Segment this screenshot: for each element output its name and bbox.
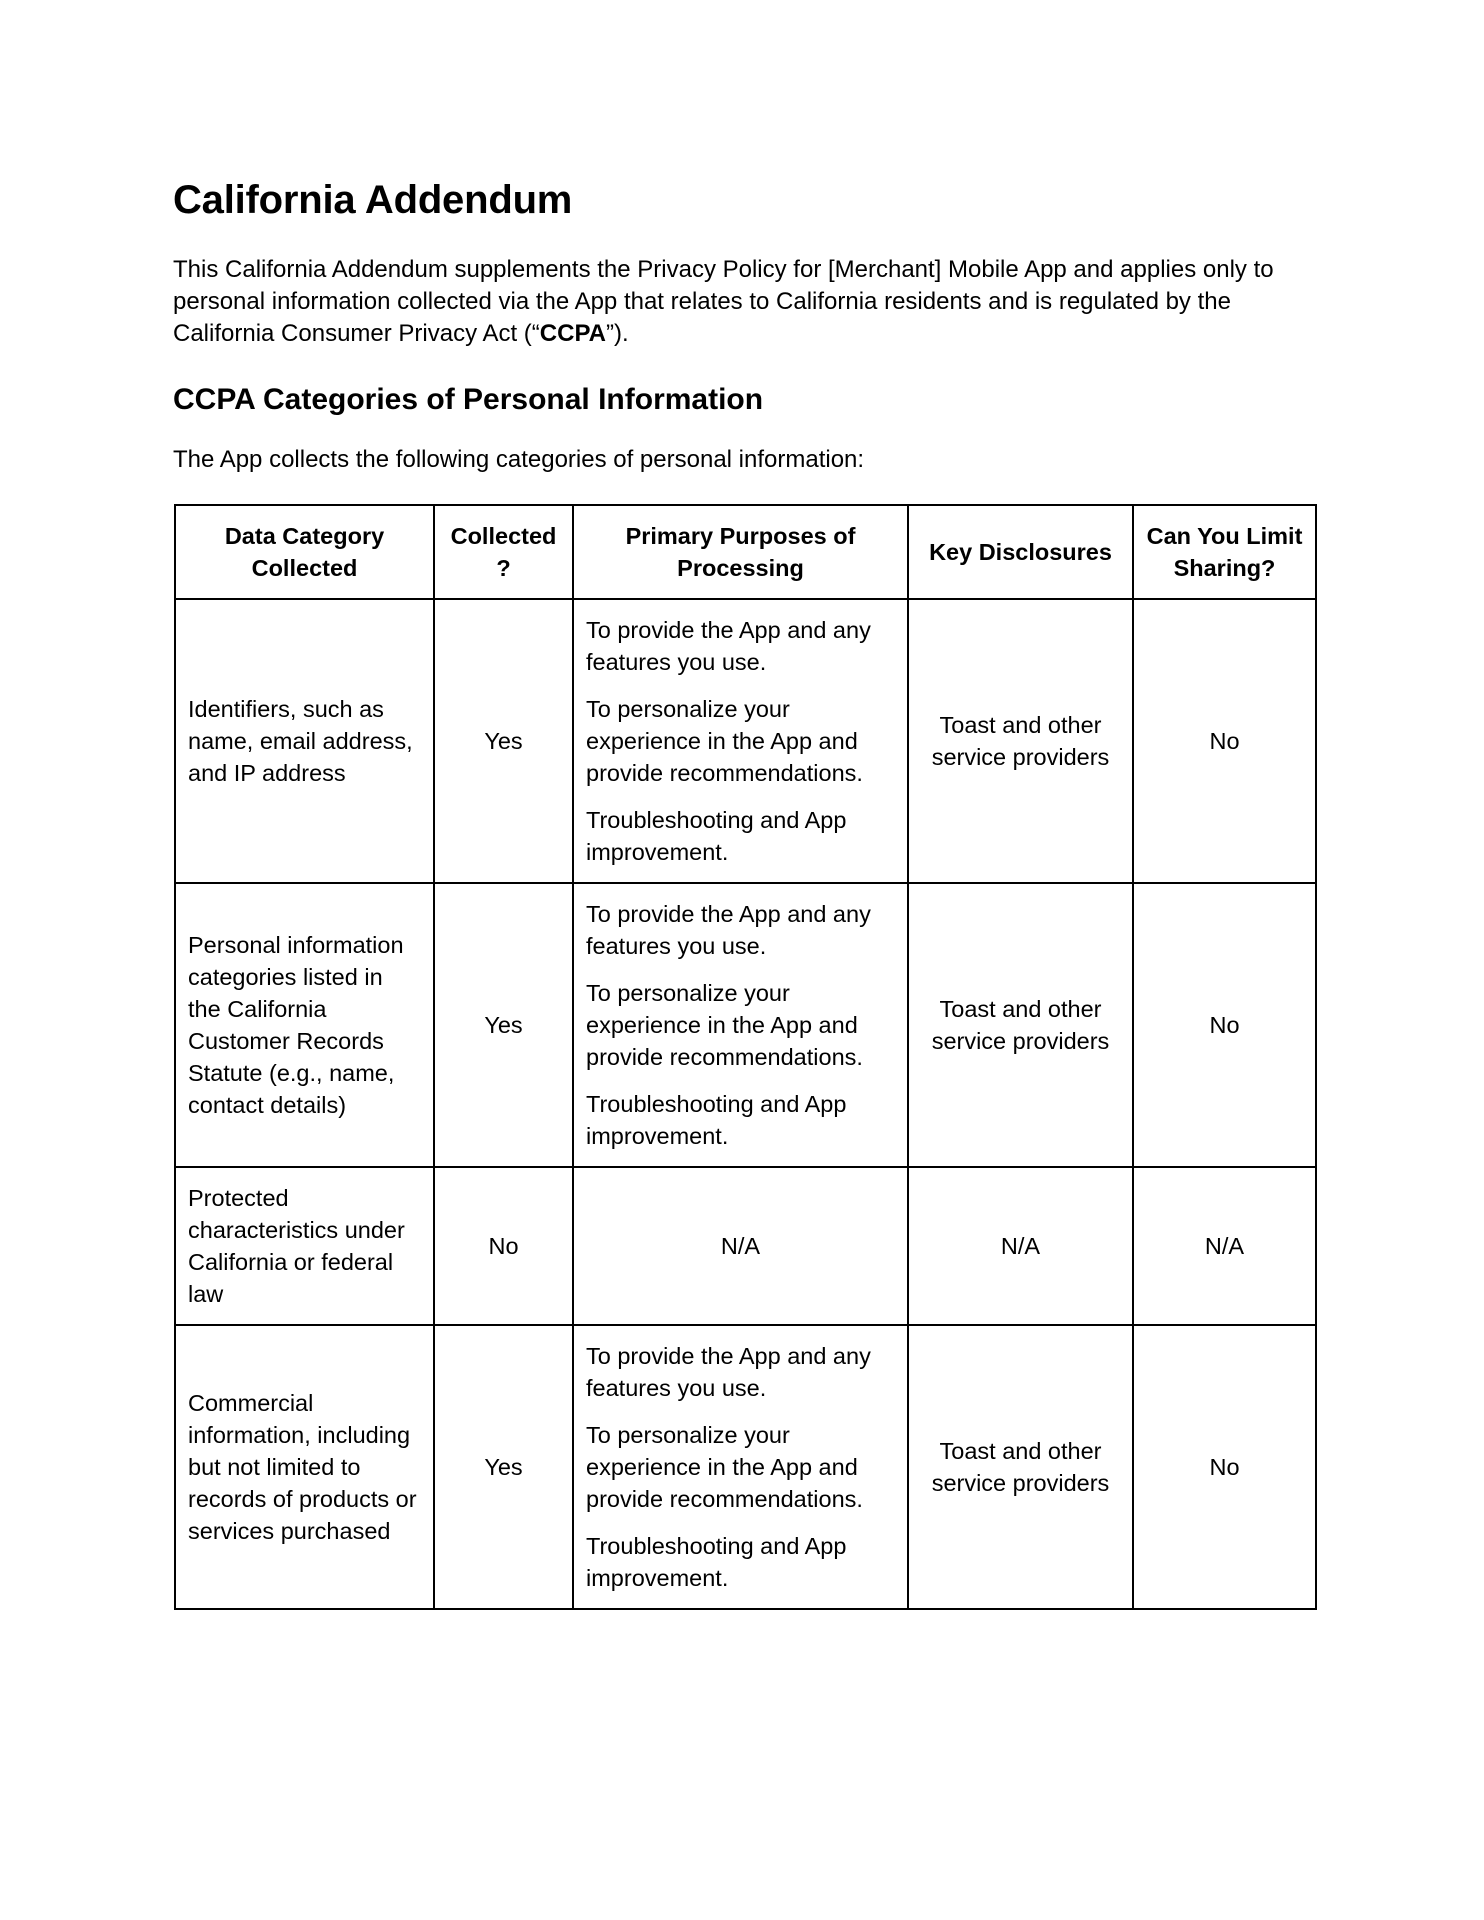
intro-text-start: This California Addendum supplements the Privacy Policy for [Merchant] Mobile App and applies only to personal information collected via the App that relates to California residents and is regulated by the California Consumer Privacy Act (“ — [173, 256, 1274, 347]
cell-key-disclosures: Toast and other service providers — [908, 1325, 1133, 1609]
purpose-item: To personalize your experience in the App and provide recommendations. — [586, 1422, 863, 1512]
cell-collected: Yes — [434, 1325, 573, 1609]
intro-paragraph — [173, 254, 1313, 350]
cell-purposes — [573, 1325, 908, 1609]
cell-key-disclosures: Toast and other service providers — [908, 599, 1133, 883]
purpose-item: To personalize your experience in the App and provide recommendations. — [586, 696, 863, 786]
cell-purposes — [573, 599, 908, 883]
cell-collected: No — [434, 1167, 573, 1325]
intro-ccpa-term: CCPA — [539, 320, 607, 347]
section-heading: CCPA Categories of Personal Information — [173, 383, 764, 416]
cell-data-category: Protected characteristics under California or federal law — [175, 1167, 434, 1325]
purpose-item: Troubleshooting and App improvement. — [586, 1533, 847, 1591]
document-page — [173, 172, 1313, 1610]
cell-key-disclosures: N/A — [908, 1167, 1133, 1325]
cell-data-category: Personal information categories listed in the California Customer Records Statute (e.g., name, contact details) — [175, 883, 434, 1167]
purpose-item: To personalize your experience in the App and provide recommendations. — [586, 980, 863, 1070]
cell-limit-sharing: N/A — [1133, 1167, 1316, 1325]
page-title: California Addendum — [173, 178, 573, 222]
cell-key-disclosures: Toast and other service providers — [908, 883, 1133, 1167]
cell-limit-sharing: No — [1133, 599, 1316, 883]
purpose-item: To provide the App and any features you use. — [586, 1343, 871, 1401]
purpose-item: Troubleshooting and App improvement. — [586, 807, 847, 865]
table-lead-text: The App collects the following categories of personal information: — [173, 446, 865, 473]
ccpa-categories-table — [174, 504, 1317, 1610]
table-row — [175, 1325, 1316, 1609]
header-data-category: Data Category Collected — [175, 505, 434, 599]
cell-data-category: Commercial information, including but not limited to records of products or services purchased — [175, 1325, 434, 1609]
header-primary-purposes: Primary Purposes of Processing — [573, 505, 908, 599]
cell-collected: Yes — [434, 883, 573, 1167]
cell-purposes: N/A — [573, 1167, 908, 1325]
cell-collected: Yes — [434, 599, 573, 883]
table-row — [175, 883, 1316, 1167]
purpose-item: To provide the App and any features you use. — [586, 901, 871, 959]
cell-limit-sharing: No — [1133, 883, 1316, 1167]
cell-data-category: Identifiers, such as name, email address, and IP address — [175, 599, 434, 883]
intro-text-end: ”). — [606, 320, 629, 347]
header-key-disclosures: Key Disclosures — [908, 505, 1133, 599]
purpose-item: To provide the App and any features you use. — [586, 617, 871, 675]
cell-limit-sharing: No — [1133, 1325, 1316, 1609]
table-row — [175, 599, 1316, 883]
purpose-item: Troubleshooting and App improvement. — [586, 1091, 847, 1149]
header-limit-sharing: Can You Limit Sharing? — [1133, 505, 1316, 599]
table-header-row — [175, 505, 1316, 599]
header-collected: Collected ? — [434, 505, 573, 599]
cell-purposes — [573, 883, 908, 1167]
table-row — [175, 1167, 1316, 1325]
